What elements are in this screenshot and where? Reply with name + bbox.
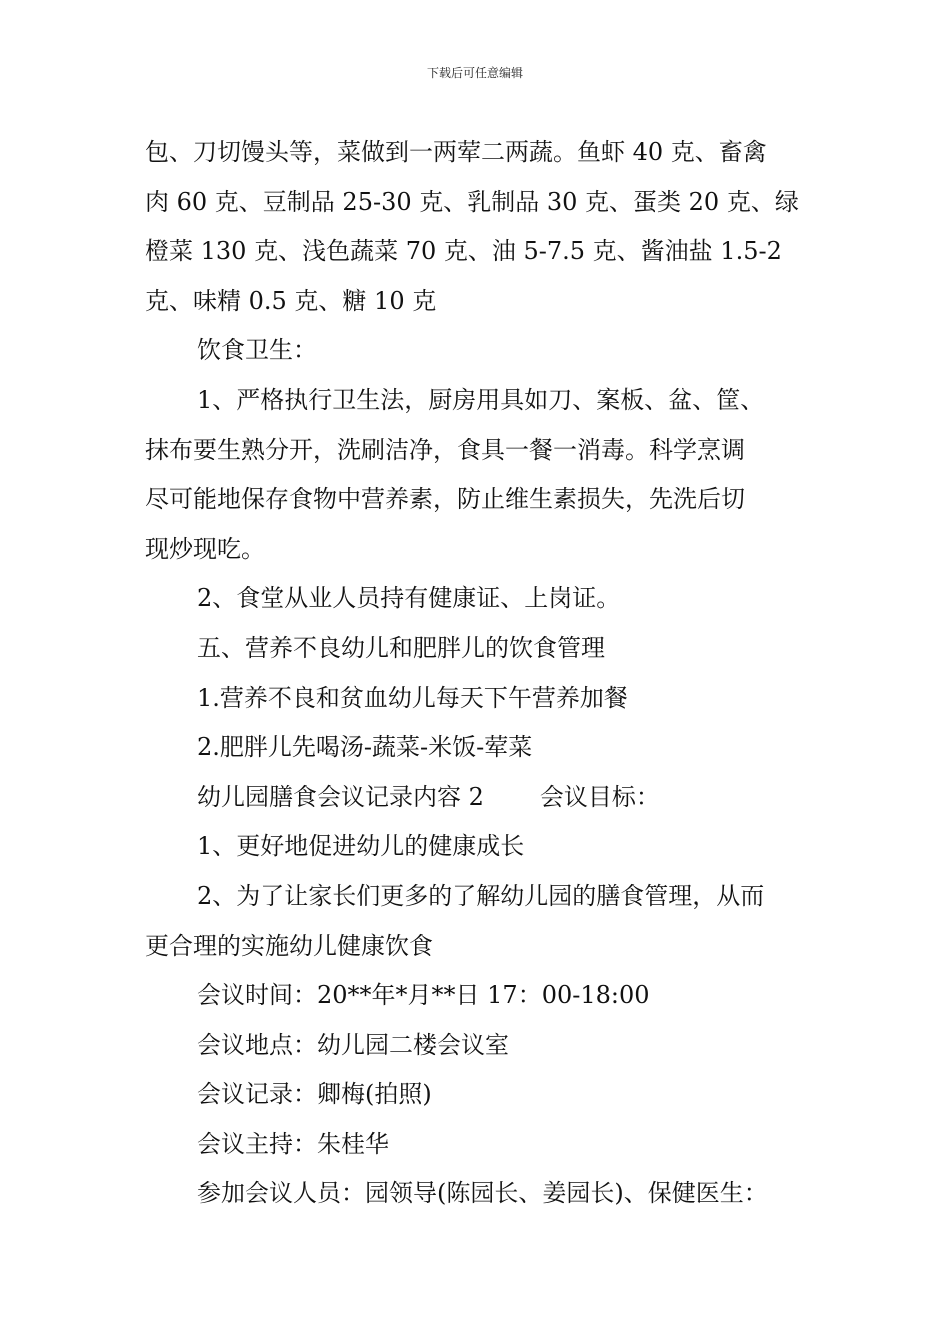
list-item-goal-1: 1、更好地促进幼儿的健康成长 (197, 832, 525, 861)
text-line: 现炒现吃。 (145, 534, 265, 563)
list-item-malnutrition: 1.营养不良和贫血幼儿每天下午营养加餐 (197, 683, 628, 712)
meeting-location: 会议地点：幼儿园二楼会议室 (197, 1030, 509, 1059)
paragraph-diet-quantities (145, 128, 825, 326)
text-line: 肉 60 克、豆制品 25-30 克、乳制品 30 克、蛋类 20 克、绿 (145, 187, 799, 216)
meeting-time: 会议时间：20**年*月**日 17：00-18:00 (197, 981, 650, 1010)
text-line: 橙菜 130 克、浅色蔬菜 70 克、油 5-7.5 克、酱油盐 1.5-2 (145, 237, 782, 266)
text-line: 抹布要生熟分开，洗刷洁净，食具一餐一消毒。科学烹调 (145, 435, 745, 464)
paragraph-meeting-title (145, 773, 825, 823)
text-line: 克、味精 0.5 克、糖 10 克 (145, 286, 437, 315)
meeting-host: 会议主持：朱桂华 (197, 1129, 389, 1158)
meeting-goal-label: 会议目标： (539, 782, 660, 811)
document-body (145, 128, 825, 1219)
text-line: 1、严格执行卫生法，厨房用具如刀、案板、盆、筐、 (197, 385, 765, 414)
paragraph-hygiene-1 (145, 376, 825, 574)
meeting-recorder: 会议记录：卿梅(拍照) (197, 1080, 432, 1109)
text-line: 更合理的实施幼儿健康饮食 (145, 931, 433, 960)
heading-section-five: 五、营养不良幼儿和肥胖儿的饮食管理 (197, 633, 605, 662)
page-header: 下载后可任意编辑 (426, 66, 523, 80)
meeting-record-title: 幼儿园膳食会议记录内容 2 (197, 782, 484, 811)
list-item-obesity: 2.肥胖儿先喝汤-蔬菜-米饭-荤菜 (197, 733, 533, 762)
meeting-attendees: 参加会议人员：园领导(陈园长、姜园长)、保健医生： (197, 1179, 768, 1208)
text-line: 2、为了让家长们更多的了解幼儿园的膳食管理，从而 (197, 881, 765, 910)
text-line: 尽可能地保存食物中营养素，防止维生素损失，先洗后切 (145, 485, 745, 514)
heading-food-hygiene: 饮食卫生： (197, 336, 317, 365)
paragraph-goal-2 (145, 872, 825, 971)
paragraph-hygiene-2: 2、食堂从业人员持有健康证、上岗证。 (197, 584, 621, 613)
text-line: 包、刀切馒头等，菜做到一两荤二两蔬。鱼虾 40 克、畜禽 (145, 138, 767, 166)
